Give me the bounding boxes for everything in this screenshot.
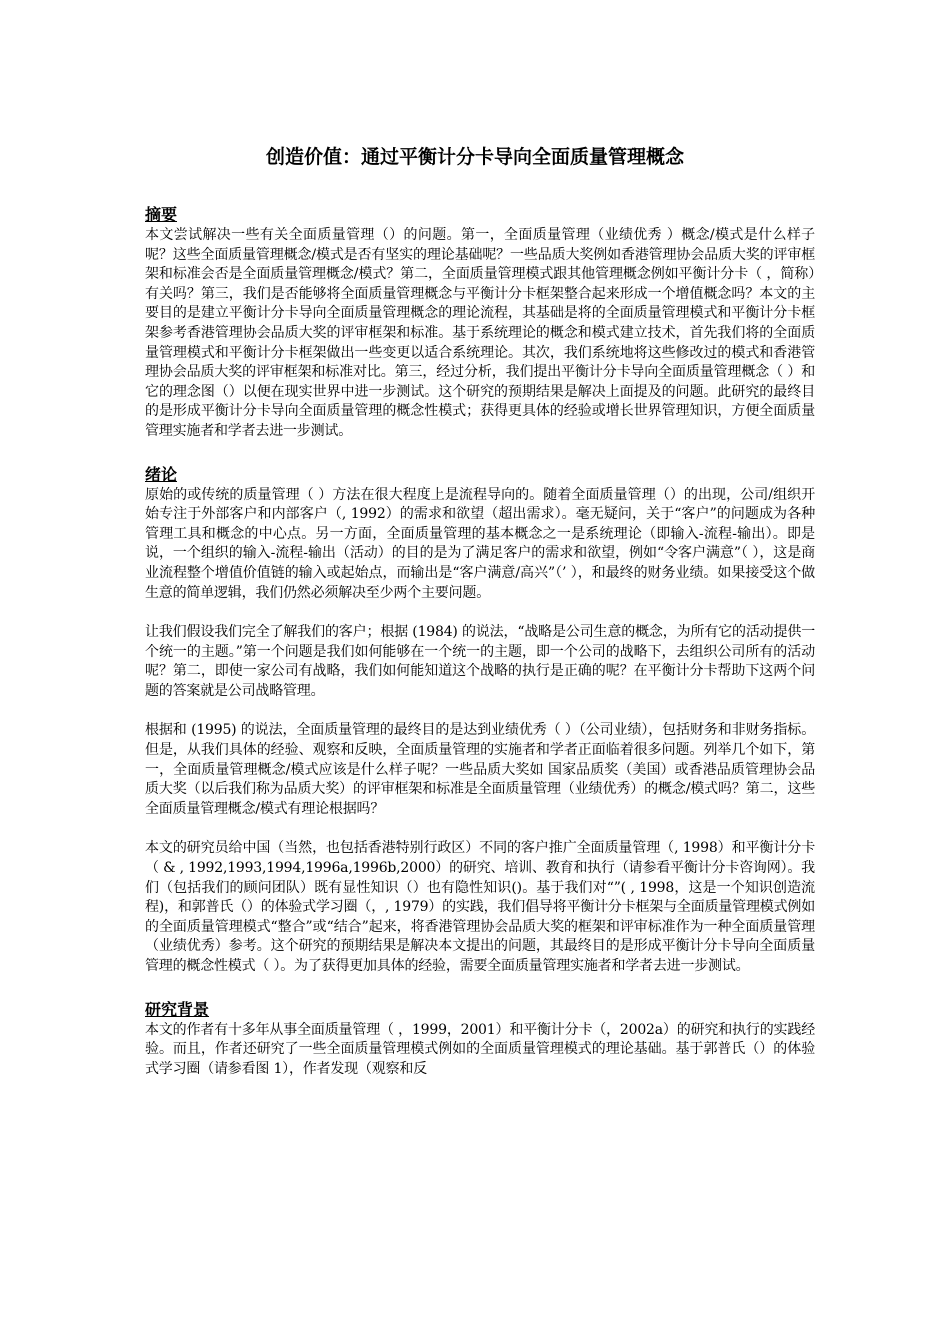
- introduction-section: [145, 464, 815, 977]
- research-background-heading: 研究背景: [145, 999, 210, 1019]
- abstract-section: [145, 204, 815, 442]
- introduction-paragraph-1: 原始的或传统的质量管理（ ）方法在很大程度上是流程导向的。随着全面质量管理（）的出现，公司/组织开始专注于外部客户和内部客户（, 1992）的需求和欲望（超出需求）。毫无疑问，关于“客户”的问题成为各种管理工具和概念的中心点。另一方面，全面质量管理的基本概念之一是系统理论（即输入-流程-输出）。即是说，一个组织的输入-流程-输出（活动）的目的是为了满足客户的需求和欲望，例如“令客户满意”（ ），这是商业流程整个增值价值链的输入或起始点，而输出是“客户满意/高兴”（’ ），和最终的财务业绩。如果接受这个做生意的简单逻辑，我们仍然必须解决至少两个主要问题。: [145, 486, 815, 601]
- document-body: [145, 204, 815, 1079]
- introduction-paragraph-2: 让我们假设我们完全了解我们的客户；根据 (1984) 的说法，“战略是公司生意的概念，为所有它的活动提供一个统一的主题。”第一个问题是我们如何能够在一个统一的主题，即一个公司的战略下，去组织公司所有的活动呢？第二，即使一家公司有战略，我们如何能知道这个战略的执行是正确的呢？在平衡计分卡帮助下这两个问题的答案就是公司战略管理。: [145, 624, 815, 699]
- introduction-heading: 绪论: [145, 464, 178, 484]
- abstract-heading: 摘要: [145, 205, 178, 224]
- introduction-paragraph-3: 根据和 (1995) 的说法，全面质量管理的最终目的是达到业绩优秀（ ）（公司业绩），包括财务和非财务指标。但是，从我们具体的经验、观察和反映，全面质量管理的实施者和学者正面临着很多问题。列举几个如下，第一，全面质量管理概念/模式应该是什么样子呢？一些品质大奖如 国家品质奖（美国）或香港品质管理协会品质大奖（以后我们称为品质大奖）的评审框架和标准是全面质量管理（业绩优秀）的概念/模式吗？第二，这些全面质量管理概念/模式有理论根据吗？: [145, 722, 815, 817]
- document-title: 创造价值：通过平衡计分卡导向全面质量管理概念: [265, 146, 684, 168]
- introduction-paragraph-4: 本文的研究员给中国（当然，也包括香港特别行政区）不同的客户推广全面质量管理（, 1998）和平衡计分卡（ & , 1992,1993,1994,1996a,1996b,2000）的研究、培训、教育和执行（请参看平衡计分卡咨询网）。我们（包括我们的顾问团队）既有显性知识（）也有隐性知识()。基于我们对“”( , 1998，这是一个知识创造流程)，和郭普氏（）的体验式学习圈（，, 1979）的实践，我们倡导将平衡计分卡框架与全面质量管理模式例如的全面质量管理模式“整合”或“结合”起来，将香港管理协会品质大奖的框架和评审标准作为一种全面质量管理（业绩优秀）参考。这个研究的预期结果是解决本文提出的问题，其最终目的是形成平衡计分卡导向全面质量管理的概念性模式（ ）。为了获得更加具体的经验，需要全面质量管理实施者和学者去进一步测试。: [145, 840, 815, 974]
- research-background-paragraph: 本文的作者有十多年从事全面质量管理（ ，1999，2001）和平衡计分卡（，2002a）的研究和执行的实践经验。而且，作者还研究了一些全面质量管理模式例如的全面质量管理模式的理论基础。基于郭普氏（）的体验式学习圈（请参看图 1），作者发现（观察和反: [145, 1021, 815, 1077]
- abstract-paragraph: 本文尝试解决一些有关全面质量管理（）的问题。第一，全面质量管理（业绩优秀 ）概念/模式是什么样子呢？这些全面质量管理概念/模式是否有坚实的理论基础呢？一些品质大奖例如香港管理协会品质大奖的评审框架和标准会否是全面质量管理概念/模式？第二，全面质量管理模式跟其他管理概念例如平衡计分卡（ ，简称）有关吗？第三，我们是否能够将全面质量管理概念与平衡计分卡框架整合起来形成一个增值概念吗？本文的主要目的是建立平衡计分卡导向全面质量管理概念的理论流程，其基础是将的全面质量管理模式和平衡计分卡框架参考香港管理协会品质大奖的评审框架和标准。基于系统理论的概念和模式建立技术，首先我们将的全面质量管理模式和平衡计分卡框架做出一些变更以适合系统理论。其次，我们系统地将这些修改过的模式和香港管理协会品质大奖的评审框架和标准对比。第三，经过分析，我们提出平衡计分卡导向全面质量管理概念（ ）和它的理念图（）以便在现实世界中进一步测试。这个研究的预期结果是解决上面提及的问题。此研究的最终目的是形成平衡计分卡导向全面质量管理的概念性模式；获得更具体的经验或增长世界管理知识，方便全面质量管理实施者和学者去进一步测试。: [145, 227, 815, 439]
- research-background-section: [145, 999, 815, 1080]
